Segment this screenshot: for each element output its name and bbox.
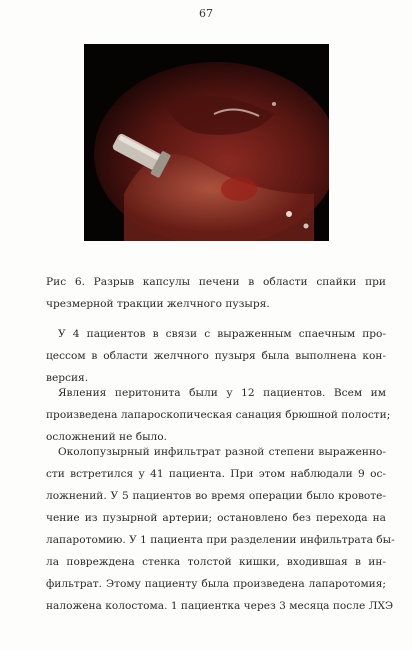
paragraph-line: ла повреждена стенка толстой кишки, входившая в ин-	[46, 556, 386, 568]
paragraph-line: произведена лапароскопическая санация брюшной полости;	[46, 409, 391, 421]
paragraph-line: Явления перитонита были у 12 пациентов. Всем им	[58, 387, 386, 399]
caption-line: чрезмерной тракции желчного пузыря.	[46, 298, 270, 310]
paragraph-peritonitis	[46, 382, 391, 448]
endoscopic-photo	[84, 44, 329, 241]
caption-line: Рис 6. Разрыв капсулы печени в области спайки при	[46, 276, 386, 288]
paragraph-line: наложена колостома. 1 пациентка через 3 месяца после ЛХЭ	[46, 600, 394, 612]
paragraph-line: Околопузырный инфильтрат разной степени выраженно-	[58, 446, 386, 458]
paragraph-line: цессом в области желчного пузыря была выполнена кон-	[46, 350, 386, 362]
paragraph-line: У 4 пациентов в связи с выраженным спаечным про-	[58, 328, 386, 340]
figure-caption	[46, 271, 386, 315]
paragraph-line: сти встретился у 41 пациента. При этом наблюдали 9 ос-	[46, 468, 386, 480]
paragraph-line: чение из пузырной артерии; остановлено без перехода на	[46, 512, 386, 524]
page-number: 67	[199, 7, 213, 20]
paragraph-conversion	[46, 323, 386, 389]
paragraph-line: осложнений не было.	[46, 431, 168, 443]
paragraph-line: лапаротомию. У 1 пациента при разделении инфильтрата бы-	[46, 534, 395, 546]
paragraph-infiltrate	[46, 441, 395, 617]
laparoscopy-image	[84, 44, 329, 241]
paragraph-line: фильтрат. Этому пациенту была произведена лапаротомия;	[46, 578, 386, 590]
paragraph-line: версия.	[46, 372, 89, 384]
paragraph-line: ложнений. У 5 пациентов во время операции было кровоте-	[46, 490, 386, 502]
